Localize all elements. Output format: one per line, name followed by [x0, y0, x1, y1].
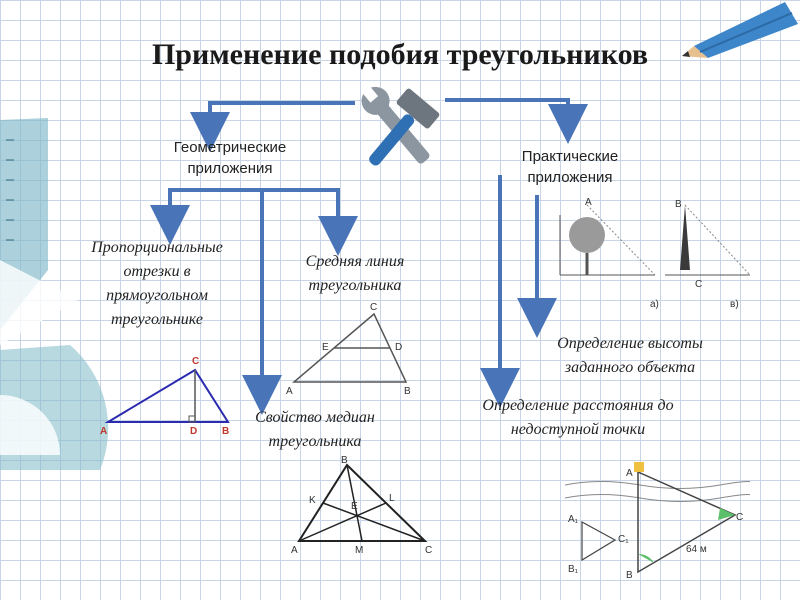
svg-text:B: B [404, 386, 411, 397]
midline-triangle-figure [282, 300, 422, 400]
svg-text:C: C [736, 512, 744, 523]
svg-text:64 м: 64 м [686, 544, 707, 555]
svg-text:A: A [100, 426, 108, 437]
arrow-to-practical [445, 100, 568, 124]
practical-branch-label: Практические приложения [521, 148, 619, 186]
svg-text:B: B [222, 426, 230, 437]
height-determination-figure [555, 195, 755, 315]
arrow-to-proportional [170, 190, 262, 225]
midline-label: Средняя линия треугольника [305, 253, 405, 294]
svg-text:в): в) [730, 299, 739, 310]
svg-text:K: K [309, 495, 316, 506]
svg-text:A: A [585, 197, 592, 208]
page-title: Применение подобия треугольников [151, 38, 649, 72]
height-label: Определение высоты заданного объекта [557, 335, 703, 376]
svg-text:L: L [389, 493, 395, 504]
svg-text:C: C [192, 356, 200, 367]
arrow-to-geometric [210, 103, 355, 132]
svg-text:C₁: C₁ [618, 534, 629, 545]
svg-text:A: A [291, 545, 298, 555]
svg-text:E: E [351, 501, 358, 512]
medians-triangle-figure [285, 455, 445, 555]
svg-text:A₁: A₁ [568, 514, 579, 525]
svg-text:A: A [286, 386, 293, 397]
proportional-segments-label: Пропорциональные отрезки в прямоугольном треугольнике [91, 239, 223, 328]
svg-text:C: C [370, 302, 378, 313]
svg-text:B₁: B₁ [568, 564, 579, 575]
svg-text:C: C [425, 545, 433, 555]
svg-text:D: D [190, 426, 198, 437]
arrow-to-midline [262, 190, 338, 236]
svg-text:M: M [355, 545, 364, 555]
svg-text:E: E [322, 342, 329, 353]
svg-text:A: A [626, 468, 633, 479]
right-triangle-figure [100, 348, 240, 438]
svg-text:B: B [626, 570, 633, 581]
svg-text:D: D [395, 342, 403, 353]
svg-text:B: B [341, 455, 348, 466]
svg-text:а): а) [650, 299, 659, 310]
geometric-branch-label: Геометрические приложения [173, 139, 287, 177]
medians-label: Свойство медиан треугольника [255, 409, 375, 450]
distance-label: Определение расстояния до недоступной точки [482, 397, 674, 438]
distance-determination-figure [560, 460, 750, 585]
svg-text:B: B [675, 199, 682, 210]
svg-text:C: C [695, 279, 703, 290]
